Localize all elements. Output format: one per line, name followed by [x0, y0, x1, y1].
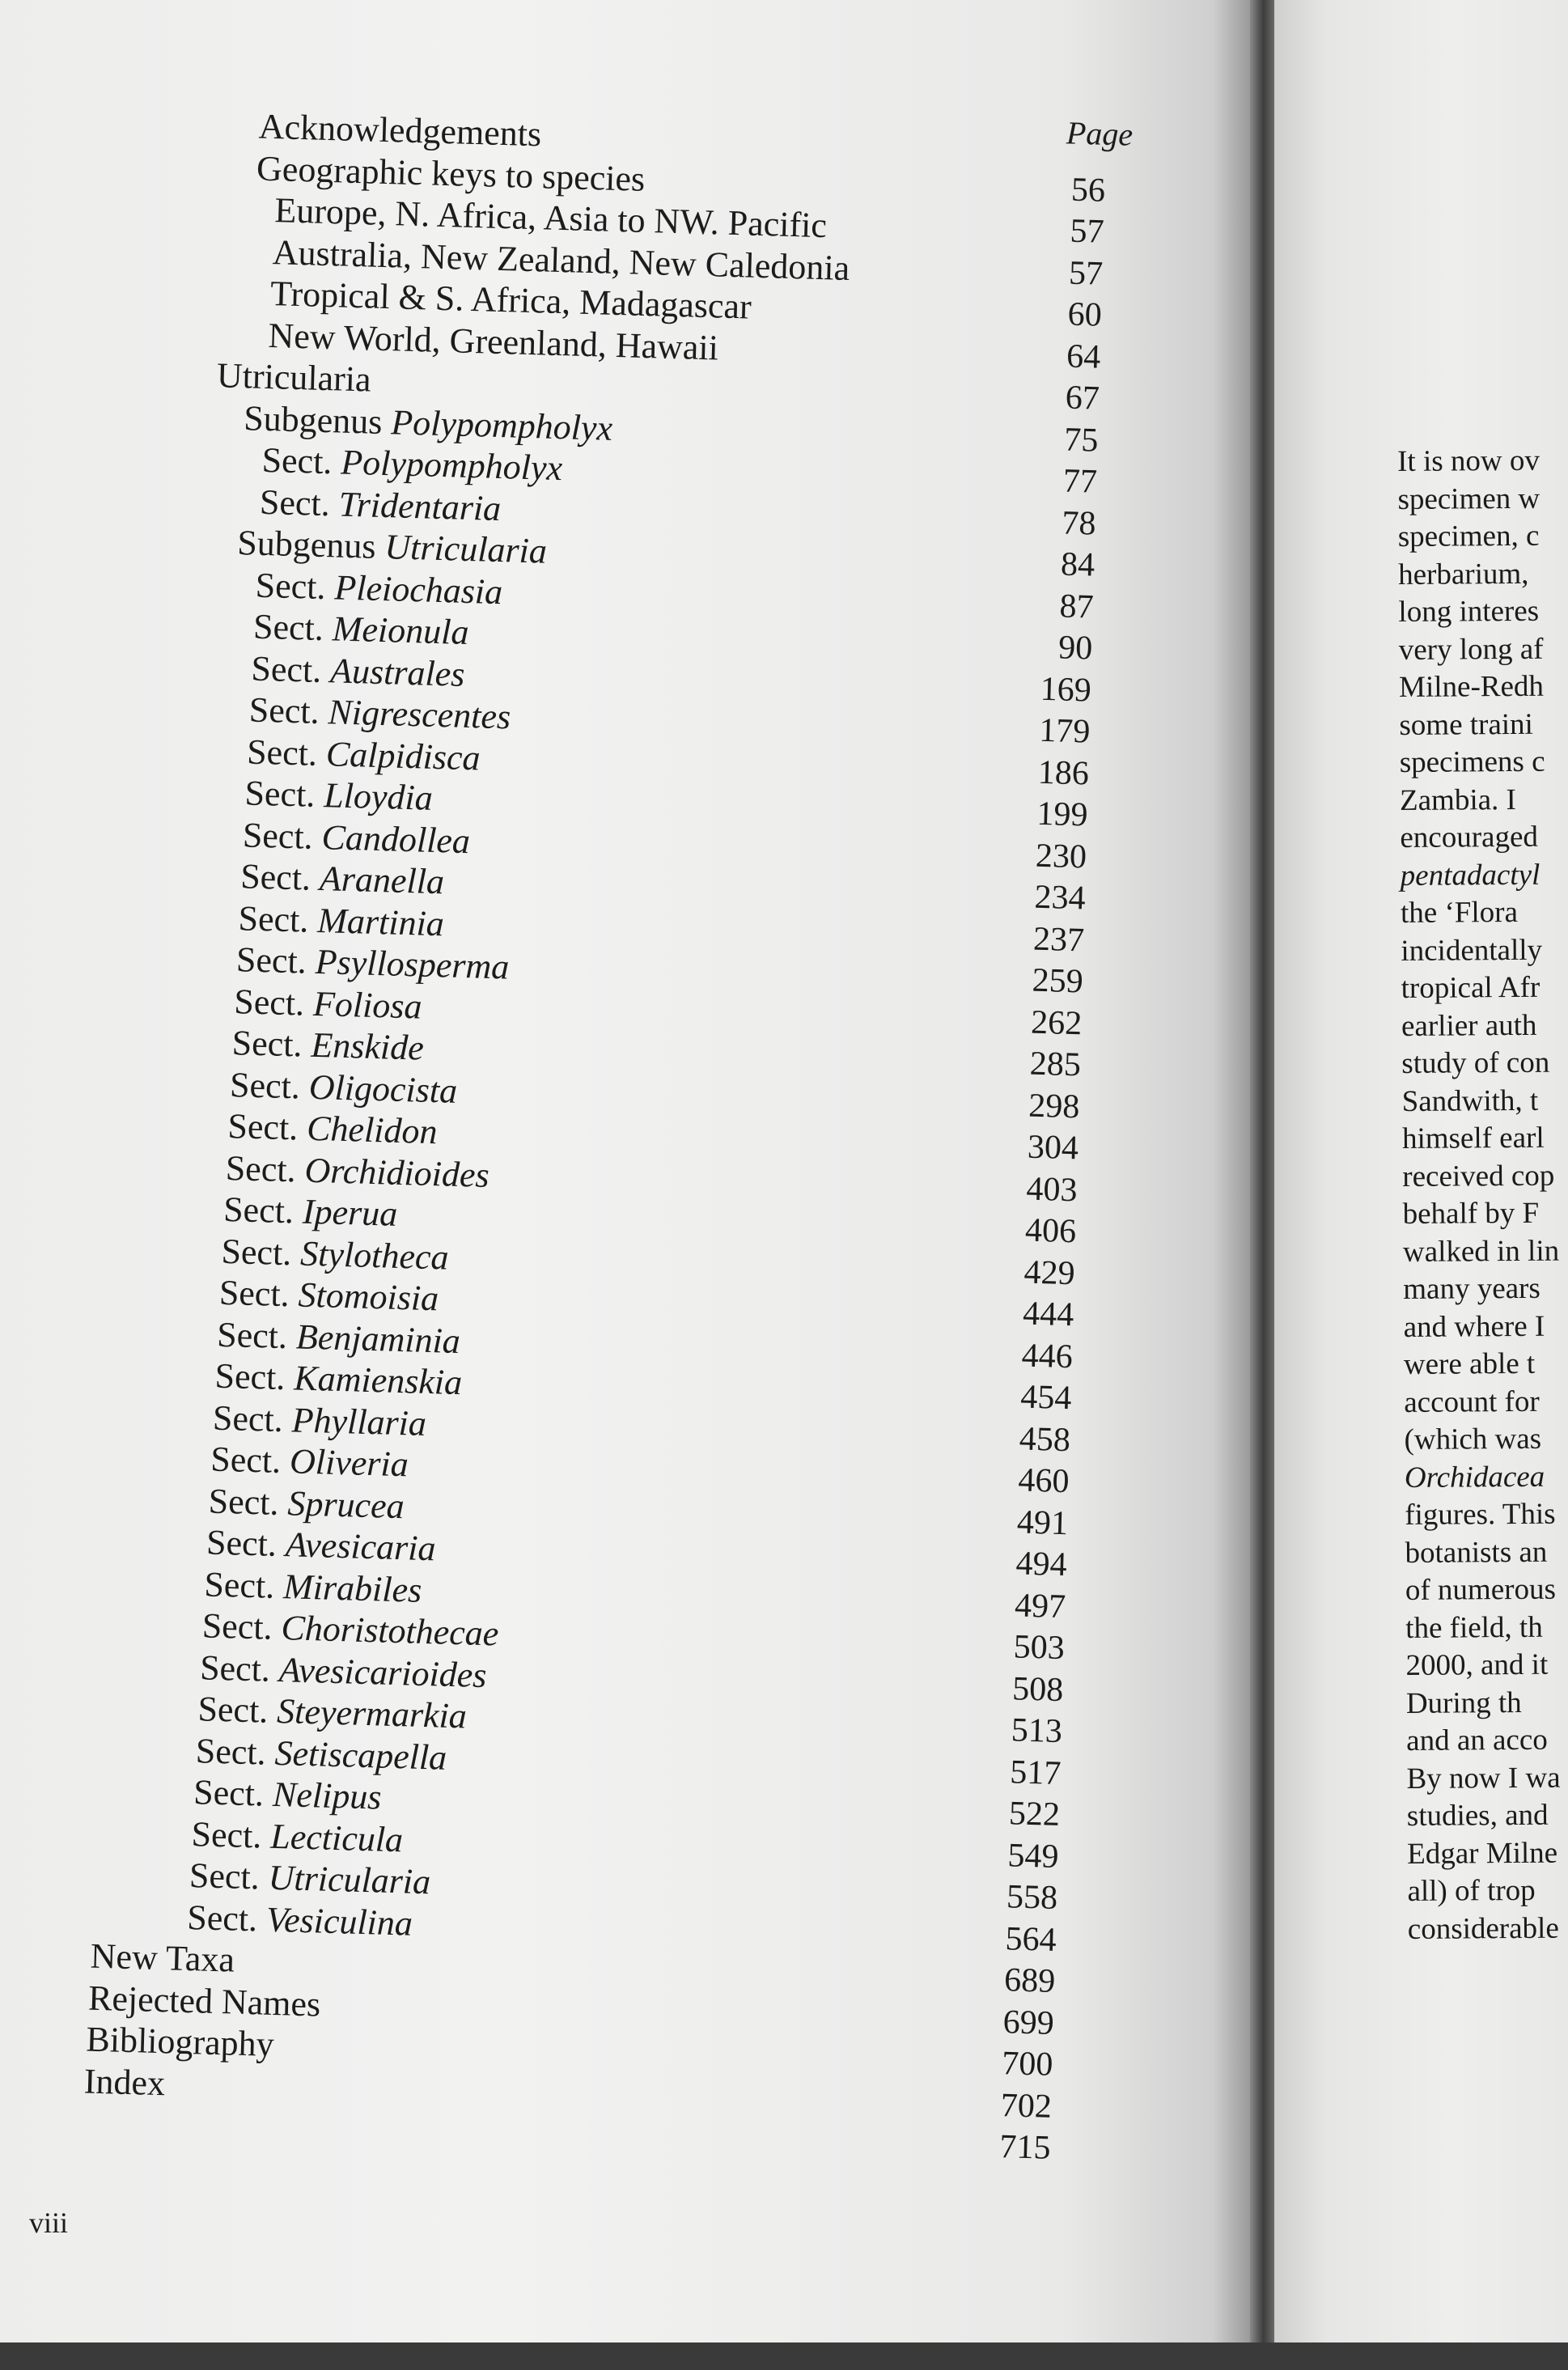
toc-entry-title: [244, 772, 434, 818]
toc-entry-taxon: Chelidon: [306, 1108, 439, 1152]
toc-entry-page-number: 460: [1017, 1461, 1070, 1501]
page-folio: viii: [29, 2207, 69, 2239]
toc-entry-taxon: Sprucea: [286, 1482, 405, 1526]
toc-entry-label: Sect.: [186, 1897, 267, 1940]
toc-entry-label: Sect.: [255, 565, 336, 607]
toc-entry-label: Sect.: [235, 939, 316, 981]
toc-entry-title: [208, 1480, 405, 1527]
toc-entry-page-number: 564: [1005, 1919, 1057, 1959]
toc-entry-label: Sect.: [246, 731, 327, 774]
facing-page-line: Orchidacea: [1404, 1460, 1545, 1494]
toc-entry-taxon: Candollea: [321, 816, 471, 861]
facing-page-line: the field, th: [1405, 1610, 1543, 1645]
toc-entry-title: [204, 1563, 422, 1610]
facing-page-line: received cop: [1402, 1159, 1555, 1193]
facing-page-line: all) of trop: [1407, 1873, 1536, 1908]
facing-page-line: earlier auth: [1401, 1008, 1537, 1043]
toc-entry-label: Sect.: [225, 1147, 306, 1190]
facing-page-line: specimen, c: [1397, 519, 1540, 553]
toc-entry-title: [200, 1647, 488, 1696]
toc-entry-page-number: 497: [1014, 1586, 1066, 1626]
facing-page-line: considerable: [1407, 1911, 1559, 1946]
facing-page-line: and an acco: [1406, 1723, 1548, 1757]
facing-page-line: the ‘Flora: [1400, 895, 1519, 930]
facing-page-line: study of con: [1401, 1045, 1550, 1080]
page-column-header: Page: [1066, 114, 1134, 153]
facing-page-line: It is now ov: [1397, 443, 1540, 478]
toc-entry-page-number: 444: [1022, 1295, 1074, 1334]
toc-entry-taxon: Avesicaria: [285, 1524, 437, 1569]
toc-entry-page-number: 522: [1008, 1795, 1061, 1834]
toc-entry-title: [259, 481, 502, 528]
toc-entry-title: [206, 1521, 436, 1569]
toc-entry-taxon: Oliveria: [289, 1441, 409, 1485]
toc-entry-page-number: 90: [1057, 629, 1093, 668]
facing-page-line: very long af: [1398, 632, 1544, 667]
toc-entry-page-number: 230: [1035, 837, 1087, 876]
toc-entry-taxon: Setiscapella: [273, 1732, 447, 1778]
toc-entry-taxon: Nelipus: [272, 1774, 383, 1817]
toc-entry-title: [229, 1064, 457, 1112]
toc-entry-page-number: 304: [1027, 1128, 1079, 1168]
toc-entry-label: Sect.: [193, 1772, 273, 1814]
facing-page-line: encouraged: [1400, 820, 1539, 854]
toc-entry-title: [258, 106, 542, 155]
toc-entry-taxon: Utricularia: [384, 527, 548, 571]
toc-entry-label: New World, Greenland, Hawaii: [267, 315, 719, 368]
toc-entry-page-number: 406: [1024, 1211, 1077, 1251]
facing-page-line: pentadactyl: [1400, 858, 1540, 892]
toc-entry-label: Sect.: [244, 773, 325, 816]
toc-entry-title: [242, 814, 470, 862]
toc-entry-taxon: Psyllosperma: [315, 941, 510, 987]
toc-entry-taxon: Polypompholyx: [390, 401, 613, 448]
toc-entry-title: [189, 1855, 431, 1902]
toc-entry-page-number: 60: [1067, 295, 1103, 334]
facing-page-line: Sandwith, t: [1401, 1083, 1539, 1118]
toc-entry-taxon: Pleiochasia: [333, 566, 503, 612]
facing-page-line: During th: [1405, 1685, 1522, 1720]
toc-entry-taxon: Polypompholyx: [340, 442, 563, 489]
toc-entry-page-number: 508: [1011, 1669, 1064, 1709]
toc-entry-title: [212, 1397, 426, 1444]
toc-entry-title: [221, 1230, 449, 1278]
facing-page-line: incidentally: [1401, 933, 1543, 968]
toc-entry-label: Bibliography: [85, 2019, 275, 2064]
toc-entry-page-number: 403: [1025, 1170, 1079, 1209]
toc-entry-label: Sect.: [206, 1522, 286, 1565]
toc-entry-page-number: 199: [1036, 795, 1089, 834]
facing-page-line: figures. This: [1405, 1497, 1556, 1532]
toc-entry-taxon: Lecticula: [269, 1816, 404, 1859]
facing-page-line: botanists an: [1405, 1535, 1548, 1570]
toc-entry-page-number: 513: [1011, 1711, 1063, 1751]
toc-entry-taxon: Foliosa: [312, 983, 423, 1027]
toc-entry-title: [193, 1771, 383, 1817]
toc-entry-title: [197, 1688, 468, 1736]
toc-entry-title: [234, 981, 423, 1027]
toc-entry-label: Sect.: [220, 1231, 302, 1274]
toc-entry-title: [240, 855, 445, 902]
facing-page-line: 2000, and it: [1405, 1647, 1549, 1682]
toc-entry-label: Sect.: [233, 981, 314, 1024]
toc-entry-page-number: 298: [1028, 1087, 1081, 1126]
toc-entry-title: [216, 354, 371, 400]
toc-entry-label: Sect.: [222, 1189, 303, 1232]
toc-entry-title: [238, 897, 445, 944]
toc-entry-page-number: 64: [1066, 337, 1101, 376]
toc-entry-page-number: 84: [1060, 545, 1095, 584]
toc-entry-title: [191, 1813, 404, 1860]
toc-entry-page-number: 454: [1019, 1378, 1072, 1418]
toc-entry-title: [214, 1355, 463, 1404]
toc-entry-label: Sect.: [191, 1813, 272, 1856]
facing-page-line: some traini: [1399, 707, 1534, 742]
toc-entry-label: Sect.: [216, 1314, 297, 1356]
toc-entry-page-number: 78: [1061, 503, 1097, 543]
facing-page-line: specimens c: [1399, 744, 1545, 779]
toc-entry-page-number: 259: [1032, 961, 1084, 1001]
toc-entry-label: Sect.: [231, 1023, 312, 1065]
facing-page-line: Milne-Redh: [1398, 669, 1545, 704]
toc-entry-label: Sect.: [252, 606, 333, 649]
facing-page-line: of numerous: [1405, 1572, 1557, 1607]
toc-entry-page-number: 549: [1006, 1836, 1060, 1876]
toc-entry-label: New Taxa: [90, 1935, 235, 1980]
toc-entry-taxon: Oligocista: [308, 1066, 458, 1111]
toc-entry-page-number: 558: [1006, 1878, 1058, 1917]
toc-entry-label: Sect.: [203, 1563, 284, 1606]
toc-entry-page-number: 75: [1063, 421, 1100, 460]
facing-page-body: [1397, 440, 1568, 1948]
toc-entry-taxon: Utricularia: [268, 1857, 431, 1902]
toc-entry-label: Sect.: [210, 1439, 290, 1482]
toc-entry-label: Sect.: [201, 1605, 282, 1648]
toc-entry-taxon: Kamienskia: [293, 1358, 463, 1403]
toc-entry-label: Sect.: [189, 1855, 269, 1897]
toc-entry-label: Sect.: [259, 481, 340, 524]
toc-entry-taxon: Mirabiles: [282, 1566, 422, 1610]
toc-entry-page-number: 179: [1038, 711, 1091, 751]
toc-entry-title: [187, 1896, 413, 1944]
toc-entry-page-number: 285: [1029, 1045, 1082, 1084]
facing-page-line: tropical Afr: [1401, 970, 1540, 1005]
toc-entry-label: Geographic keys to species: [256, 148, 646, 199]
toc-entry-page-number: 517: [1009, 1753, 1062, 1792]
toc-entry-page-number: 702: [1000, 2086, 1053, 2126]
toc-entry-taxon: Lloydia: [323, 775, 434, 818]
toc-entry-taxon: Nigrescentes: [327, 692, 511, 737]
facing-page-line: specimen w: [1397, 481, 1540, 516]
facing-page-line: himself earl: [1401, 1121, 1545, 1155]
toc-entry-page-number: 57: [1068, 254, 1104, 293]
toc-entry-label: Sect.: [229, 1064, 310, 1107]
toc-entry-title: [247, 731, 481, 778]
toc-entry-label: Index: [83, 2060, 166, 2103]
toc-entry-title: [195, 1730, 447, 1779]
toc-entry-taxon: Choristothecae: [280, 1608, 500, 1654]
toc-entry-page-number: 503: [1013, 1628, 1066, 1668]
toc-entry-label: Sect.: [242, 814, 323, 857]
toc-entry-label: Sect.: [227, 1105, 307, 1148]
facing-page: [1274, 0, 1568, 2342]
toc-entry-taxon: Enskide: [310, 1024, 425, 1068]
toc-entry-label: Tropical & S. Africa, Madagascar: [269, 273, 752, 327]
toc-entry-page-number: 57: [1069, 212, 1105, 251]
facing-page-line: walked in lin: [1402, 1234, 1560, 1269]
toc-entry-title: [83, 2060, 166, 2104]
toc-entry-page-number: 715: [998, 2128, 1052, 2167]
toc-entry-label: Sect.: [195, 1730, 276, 1773]
facing-page-line: behalf by F: [1402, 1196, 1540, 1231]
toc-entry-label: Europe, N. Africa, Asia to NW. Pacific: [273, 190, 828, 246]
toc-entry-label: Utricularia: [216, 355, 372, 400]
toc-entry-page-number: 700: [1001, 2045, 1053, 2084]
toc-entry-title: [86, 2019, 275, 2065]
toc-entry-taxon: Iperua: [302, 1191, 398, 1234]
book-gutter: [1250, 0, 1274, 2342]
toc-entry-title: [235, 939, 510, 987]
toc-entry-title: [90, 1935, 235, 1981]
toc-entry-title: [217, 1313, 461, 1361]
toc-entry-taxon: Stylotheca: [299, 1233, 450, 1278]
facing-page-line: herbarium,: [1397, 557, 1529, 591]
toc-entry-page-number: 429: [1023, 1253, 1076, 1292]
facing-page-line: By now I wa: [1406, 1761, 1561, 1796]
facing-page-line: (which was: [1404, 1422, 1542, 1456]
toc-entry-title: [227, 1105, 438, 1152]
toc-entry-title: [218, 1272, 439, 1320]
toc-entry-page-number: 77: [1062, 462, 1098, 501]
toc-entry-page-number: 699: [1002, 2003, 1055, 2042]
toc-entry-title: [223, 1189, 398, 1235]
toc-entry-taxon: Tridentaria: [338, 484, 502, 528]
toc-entry-taxon: Vesiculina: [265, 1899, 413, 1944]
toc-entry-label: Acknowledgements: [258, 106, 542, 155]
toc-entry-label: Sect.: [218, 1272, 299, 1315]
toc-entry-page-number: 689: [1003, 1961, 1056, 2000]
toc-entry-title: [248, 689, 511, 738]
toc-entry-label: Subgenus: [236, 523, 386, 567]
toc-entry-title: [231, 1022, 424, 1069]
toc-entry-page-number: 169: [1040, 670, 1092, 710]
facing-page-line: were able t: [1403, 1346, 1536, 1381]
toc-entry-page-number: 186: [1037, 753, 1090, 793]
toc-entry-page-number: 494: [1015, 1545, 1068, 1584]
toc-entry-taxon: Martinia: [316, 900, 445, 943]
toc-entry-title: [225, 1147, 489, 1195]
facing-page-line: and where I: [1403, 1309, 1545, 1344]
toc-entry-taxon: Meionula: [332, 608, 470, 653]
toc-entry-page-number: 446: [1021, 1336, 1074, 1376]
facing-page-line: Zambia. I: [1399, 782, 1517, 817]
toc-entry-taxon: Orchidioides: [303, 1150, 490, 1195]
toc-entry-page-number: 458: [1019, 1419, 1071, 1459]
toc-entry-label: Australia, New Zealand, New Caledonia: [272, 231, 850, 288]
toc-entry-taxon: Aranella: [319, 859, 445, 902]
toc-entry-label: Sect.: [238, 897, 319, 940]
toc-entry-page-number: 491: [1016, 1503, 1069, 1542]
facing-page-line: Edgar Milne: [1407, 1836, 1558, 1871]
toc-entry-label: Sect.: [197, 1689, 278, 1731]
toc-entry-page-number: 234: [1033, 878, 1087, 918]
toc-entry-title: [255, 564, 503, 613]
toc-entry-label: Subgenus: [243, 397, 392, 442]
toc-entry-taxon: Australes: [329, 650, 466, 694]
toc-entry-label: Sect.: [199, 1647, 280, 1690]
toc-entry-label: Sect.: [212, 1397, 293, 1439]
toc-entry-page-number: 87: [1059, 587, 1095, 626]
toc-entry-label: Sect.: [214, 1355, 295, 1398]
toc-entry-page-number: 67: [1065, 379, 1100, 418]
toc-entry-title: [252, 606, 469, 653]
toc-entry-taxon: Stomoisia: [298, 1274, 439, 1319]
facing-page-line: long interes: [1398, 594, 1540, 629]
toc-entry-page-number: 237: [1032, 920, 1085, 959]
facing-page-line: many years: [1403, 1271, 1540, 1306]
facing-page-line: studies, and: [1406, 1798, 1549, 1833]
toc-entry-label: Sect.: [248, 689, 329, 732]
toc-entry-title: [251, 647, 465, 694]
toc-entry-taxon: Avesicarioides: [278, 1649, 488, 1695]
toc-entry-label: Sect.: [239, 856, 320, 899]
toc-entry-label: Sect.: [208, 1480, 289, 1523]
toc-entry-page-number: 262: [1030, 1003, 1083, 1042]
toc-entry-taxon: Benjaminia: [295, 1316, 461, 1361]
toc-entry-title: [87, 1977, 320, 2024]
toc-entry-label: Rejected Names: [87, 1978, 321, 2024]
toc-entry-taxon: Calpidisca: [325, 733, 481, 778]
toc-entry-page-number: 56: [1070, 171, 1106, 210]
toc-entry-label: Sect.: [261, 439, 342, 482]
toc-entry-title: [210, 1439, 409, 1486]
toc-entry-taxon: Steyermarkia: [276, 1690, 468, 1736]
toc-entry-taxon: Phyllaria: [291, 1399, 427, 1444]
facing-page-line: account for: [1404, 1384, 1540, 1419]
toc-entry-label: Sect.: [250, 648, 331, 690]
